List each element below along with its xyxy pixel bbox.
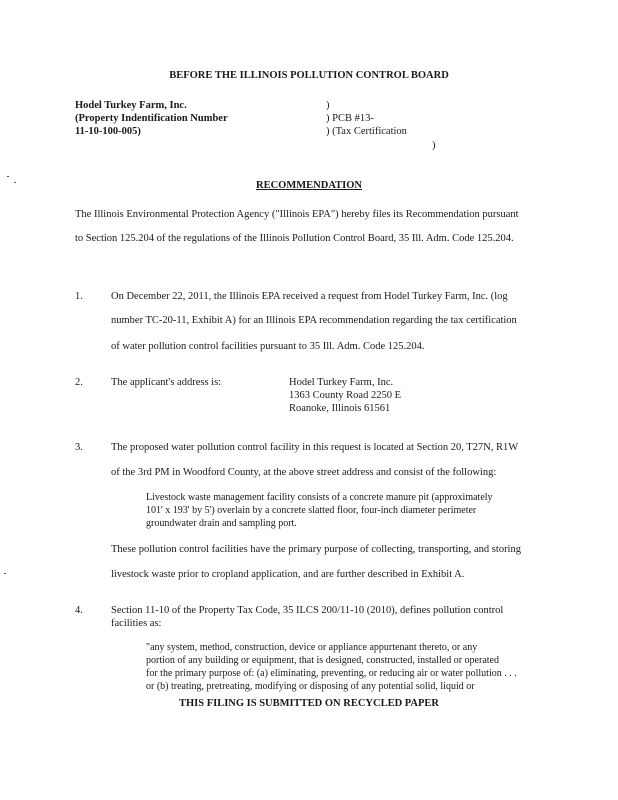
paragraph-3-after-line-2: livestock waste prior to cropland application, and are further described in Exhibit A. xyxy=(111,569,465,580)
statute-quote-line-4: or (b) treating, pretreating, modifying or disposing of any potential solid, liquid or xyxy=(146,681,475,692)
intro-line-2: to Section 125.204 of the regulations of the Illinois Pollution Control Board, 35 Ill. Adm. Code 125.204. xyxy=(75,233,514,244)
statute-quote-line-2: portion of any building or equipment, that is designed, constructed, installed or operated xyxy=(146,655,499,666)
paragraph-3-line-1: The proposed water pollution control facility in this request is located at Section 20, T27N, R1W xyxy=(111,442,519,453)
board-title: BEFORE THE ILLINOIS POLLUTION CONTROL BOARD xyxy=(169,70,449,81)
caption-property-id-label: (Property Indentification Number xyxy=(75,113,228,124)
applicant-city: Roanoke, Illinois 61561 xyxy=(289,403,391,414)
paragraph-4-line-2: facilities as: xyxy=(111,618,162,629)
statute-quote-line-3: for the primary purpose of: (a) eliminating, preventing, or reducing air or water pollution . . . xyxy=(146,668,517,679)
caption-party: Hodel Turkey Farm, Inc. xyxy=(75,100,187,111)
caption-case-number: ) PCB #13- xyxy=(326,113,374,124)
applicant-name: Hodel Turkey Farm, Inc. xyxy=(289,377,394,388)
paragraph-1-number: 1. xyxy=(75,291,83,302)
paragraph-3-line-2: of the 3rd PM in Woodford County, at the above street address and consist of the following: xyxy=(111,467,497,478)
caption-bracket-1: ) xyxy=(326,100,330,111)
applicant-address-label: The applicant's address is: xyxy=(111,377,222,388)
paragraph-4-number: 4. xyxy=(75,605,83,616)
scan-speck xyxy=(14,182,16,183)
intro-line-1: The Illinois Environmental Protection Agency ("Illinois EPA") hereby files its Recommendation pursuant xyxy=(75,209,519,220)
caption-case-type: ) (Tax Certification xyxy=(326,126,407,137)
recommendation-heading: RECOMMENDATION xyxy=(256,180,362,191)
recycled-paper-notice: THIS FILING IS SUBMITTED ON RECYCLED PAPER xyxy=(178,698,440,709)
paragraph-2-number: 2. xyxy=(75,377,83,388)
scan-speck xyxy=(4,573,6,574)
paragraph-4-line-1: Section 11-10 of the Property Tax Code, 35 ILCS 200/11-10 (2010), defines pollution control xyxy=(111,605,504,616)
facility-description-line-3: groundwater drain and sampling port. xyxy=(146,518,297,529)
paragraph-3-after-line-1: These pollution control facilities have the primary purpose of collecting, transporting, and storing xyxy=(111,544,521,555)
paragraph-1-line-3: of water pollution control facilities pursuant to 35 Ill. Adm. Code 125.204. xyxy=(111,341,425,352)
applicant-street: 1363 County Road 2250 E xyxy=(289,390,401,401)
caption-property-id-number: 11-10-100-005) xyxy=(75,126,141,137)
paragraph-3-number: 3. xyxy=(75,442,83,453)
paragraph-1-line-2: number TC-20-11, Exhibit A) for an Illinois EPA recommendation regarding the tax certification xyxy=(111,315,517,326)
caption-bracket-4: ) xyxy=(432,140,436,151)
paragraph-1-line-1: On December 22, 2011, the Illinois EPA received a request from Hodel Turkey Farm, Inc. (log xyxy=(111,291,508,302)
facility-description-line-1: Livestock waste management facility consists of a concrete manure pit (approximately xyxy=(146,492,493,503)
scan-speck xyxy=(7,176,9,177)
statute-quote-line-1: "any system, method, construction, device or appliance appurtenant thereto, or any xyxy=(146,642,478,653)
facility-description-line-2: 101' x 193' by 5') overlain by a concrete slatted floor, four-inch diameter perimeter xyxy=(146,505,477,516)
